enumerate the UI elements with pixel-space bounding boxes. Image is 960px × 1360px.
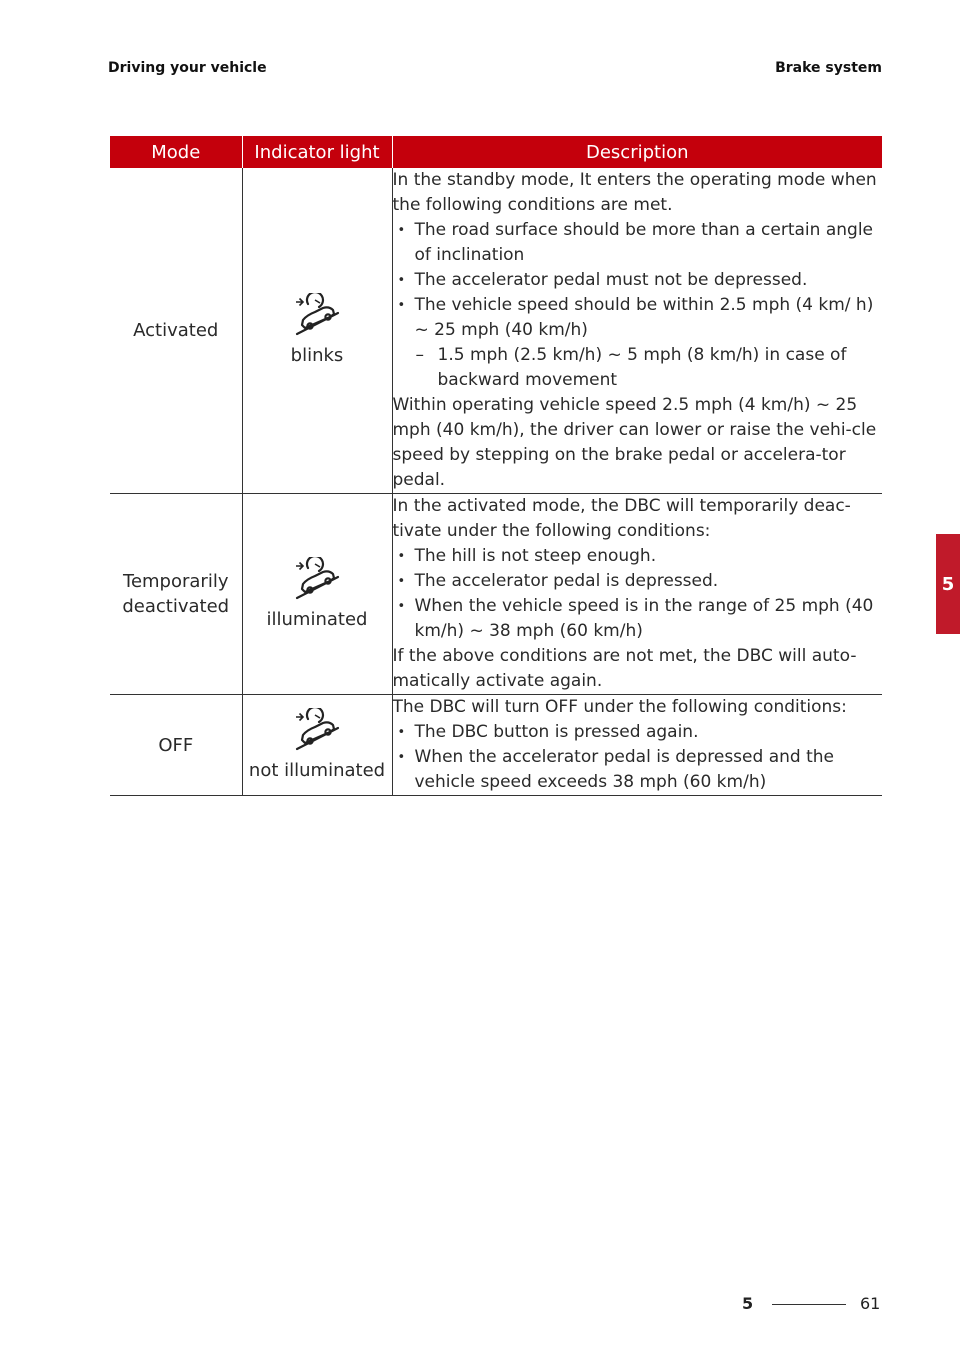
indicator-status: illuminated: [266, 608, 368, 630]
column-header-indicator: Indicator light: [242, 136, 392, 168]
bullet-item: • The hill is not steep enough.: [393, 544, 883, 569]
running-header-section: Driving your vehicle: [108, 60, 267, 76]
description-cell: [392, 494, 882, 695]
column-header-description: Description: [392, 136, 882, 168]
table-row: [110, 695, 882, 796]
indicator-cell: [242, 168, 392, 494]
footer-chapter-number: 5: [742, 1294, 754, 1313]
description-text: If the above conditions are not met, the DBC will auto-matically activate again.: [392, 646, 857, 691]
bullet-item: • The vehicle speed should be within 2.5 mph (4 km/ h) ~ 25 mph (40 km/h): [393, 293, 883, 343]
table-row: [110, 168, 882, 494]
footer-divider: [772, 1304, 846, 1305]
dbc-modes-table: [110, 136, 882, 796]
indicator-cell: [242, 695, 392, 796]
running-header-topic: Brake system: [775, 60, 882, 76]
description-text: The DBC will turn OFF under the following conditions:: [392, 697, 847, 717]
table-header-row: [110, 136, 882, 168]
indicator-status: blinks: [290, 345, 344, 366]
description-text: In the activated mode, the DBC will temporarily deac-tivate under the following conditions:: [392, 496, 851, 541]
mode-cell: [110, 168, 242, 494]
description-cell: [392, 168, 882, 494]
mode-label: OFF: [158, 734, 194, 756]
description-cell: [392, 695, 882, 796]
footer-page-number: 61: [860, 1294, 881, 1313]
mode-cell: [110, 494, 242, 695]
bullet-item: • The road surface should be more than a certain angle of inclination: [393, 218, 883, 268]
description-text: In the standby mode, It enters the operating mode when the following conditions are met.: [392, 170, 877, 215]
mode-label: Activated: [133, 320, 219, 341]
bullet-item: • When the vehicle speed is in the range of 25 mph (40 km/h) ~ 38 mph (60 km/h): [393, 594, 883, 644]
mode-label: deactivated: [122, 596, 230, 617]
description-text: Within operating vehicle speed 2.5 mph (4 km/h) ~ 25 mph (40 km/h), the driver can lower or raise the vehi-cle speed by stepping on the brake pedal or accelera-tor pedal.: [392, 395, 877, 490]
downhill-brake-control-icon: [293, 557, 341, 601]
bullet-item: • The DBC button is pressed again.: [393, 720, 883, 745]
bullet-item: • The accelerator pedal is depressed.: [393, 569, 883, 594]
column-header-mode: Mode: [110, 136, 242, 168]
bullet-item: • The accelerator pedal must not be depressed.: [393, 268, 883, 293]
sub-item: – 1.5 mph (2.5 km/h) ~ 5 mph (8 km/h) in case of backward movement: [393, 343, 883, 393]
indicator-cell: [242, 494, 392, 695]
downhill-brake-control-icon: [293, 708, 341, 752]
table-row: [110, 494, 882, 695]
bullet-item: • When the accelerator pedal is depressed and the vehicle speed exceeds 38 mph (60 km/h): [393, 745, 883, 795]
indicator-status: not illuminated: [248, 759, 386, 781]
chapter-tab-number: 5: [941, 573, 955, 595]
chapter-tab[interactable]: [936, 534, 960, 634]
downhill-brake-control-icon: [293, 293, 341, 337]
mode-label: Temporarily: [123, 571, 229, 592]
mode-cell: [110, 695, 242, 796]
